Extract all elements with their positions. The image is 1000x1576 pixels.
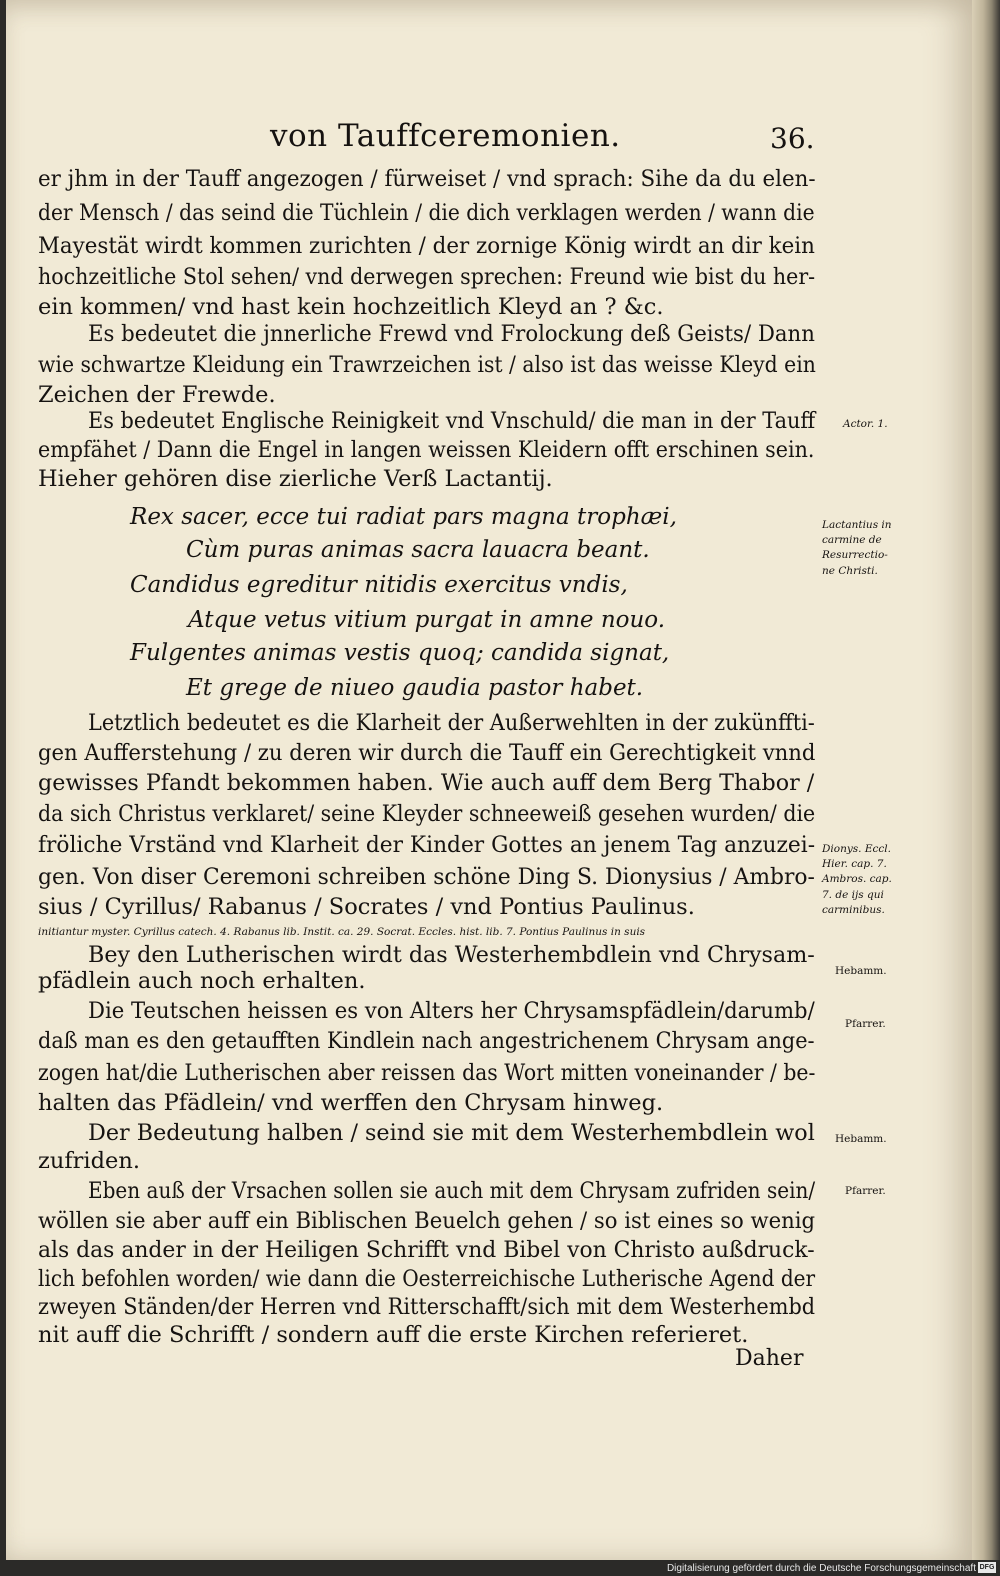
poem-line: Atque vetus vitium purgat in amne nouo. bbox=[188, 607, 666, 633]
text-line: Die Teutschen heissen es von Alters her Chrysamspfädlein/darumb/ bbox=[88, 998, 815, 1024]
text-line: Es bedeutet Englische Reinigkeit vnd Vnschuld/ die man in der Tauff bbox=[88, 408, 816, 434]
text-line: pfädlein auch noch erhalten. bbox=[38, 968, 366, 994]
dfg-logo: DFG bbox=[979, 1564, 995, 1571]
margin-note-dionys bbox=[822, 842, 892, 918]
text-line: Es bedeutet die jnnerliche Frewd vnd Frolockung deß Geists/ Dann bbox=[88, 321, 815, 347]
footer-credit: Digitalisierung gefördert durch die Deutsche Forschungsgemeinschaft bbox=[666, 1563, 976, 1574]
margin-note-pfarrer: Pfarrer. bbox=[845, 1018, 886, 1030]
text-line: als das ander in der Heiligen Schrifft vnd Bibel von Christo außdruck- bbox=[38, 1237, 815, 1263]
text-line: Der Bedeutung halben / seind sie mit dem Westerhembdlein wol bbox=[88, 1120, 815, 1146]
page-edge bbox=[972, 0, 1000, 1560]
text-line: lich befohlen worden/ wie dann die Oesterreichische Lutherische Agend der bbox=[38, 1266, 816, 1292]
poem-line: Cùm puras animas sacra lauacra beant. bbox=[186, 537, 650, 563]
margin-note-line: Lactantius in bbox=[822, 519, 892, 531]
text-line: Eben auß der Vrsachen sollen sie auch mit dem Chrysam zufriden sein/ bbox=[88, 1178, 816, 1204]
text-line: hochzeitliche Stol sehen/ vnd derwegen sprechen: Freund wie bist du her- bbox=[38, 264, 816, 290]
text-line: Letztlich bedeutet es die Klarheit der Außerwehlten in der zukünffti- bbox=[88, 710, 815, 736]
running-header: von Tauffceremonien. bbox=[270, 118, 621, 154]
margin-note-hebamm: Hebamm. bbox=[835, 1133, 887, 1145]
text-line: Zeichen der Frewde. bbox=[38, 382, 276, 408]
catchword: Daher bbox=[735, 1346, 804, 1371]
margin-note-line: 7. de ijs qui bbox=[822, 888, 884, 901]
text-line: sius / Cyrillus/ Rabanus / Socrates / vnd Pontius Paulinus. bbox=[38, 894, 695, 920]
text-line: wöllen sie aber auff ein Biblischen Beuelch gehen / so ist eines so wenig bbox=[38, 1208, 816, 1234]
text-line: daß man es den getaufften Kindlein nach angestrichenem Chrysam ange- bbox=[38, 1028, 815, 1054]
text-line: zweyen Ständen/der Herren vnd Ritterschafft/sich mit dem Westerhembd bbox=[38, 1294, 816, 1320]
margin-note-line: ne Christi. bbox=[822, 564, 878, 577]
text-line: zufriden. bbox=[38, 1148, 140, 1174]
margin-note-line: Dionys. Eccl. bbox=[822, 843, 891, 855]
text-line: er jhm in der Tauff angezogen / fürweiset / vnd sprach: Sihe da du elen- bbox=[38, 166, 816, 192]
text-line: da sich Christus verklaret/ seine Kleyder schneeweiß gesehen wurden/ die bbox=[38, 801, 816, 827]
margin-note-pfarrer: Pfarrer. bbox=[845, 1185, 886, 1197]
text-line: Hieher gehören dise zierliche Verß Lactantij. bbox=[38, 466, 553, 492]
poem-line: Rex sacer, ecce tui radiat pars magna trophæi, bbox=[130, 504, 677, 530]
poem-line: Candidus egreditur nitidis exercitus vndis, bbox=[130, 572, 628, 598]
margin-note-line: carminibus. bbox=[822, 903, 885, 916]
text-line: empfähet / Dann die Engel in langen weissen Kleidern offt erschinen sein. bbox=[38, 437, 815, 463]
poem-line: Fulgentes animas vestis quoq; candida signat, bbox=[130, 640, 670, 666]
text-line: der Mensch / das seind die Tüchlein / die dich verklagen werden / wann die bbox=[38, 200, 815, 226]
margin-note-lactantius bbox=[822, 518, 892, 579]
page-number: 36. bbox=[770, 122, 815, 155]
margin-note-line: Resurrectio- bbox=[822, 549, 888, 562]
text-line: gen. Von diser Ceremoni schreiben schöne Ding S. Dionysius / Ambro- bbox=[38, 864, 815, 890]
text-line: wie schwartze Kleidung ein Trawrzeichen ist / also ist das weisse Kleyd ein bbox=[38, 352, 816, 378]
text-line: fröliche Vrständ vnd Klarheit der Kinder Gottes an jenem Tag anzuzei- bbox=[38, 832, 816, 858]
text-line: halten das Pfädlein/ vnd werffen den Chrysam hinweg. bbox=[38, 1090, 664, 1116]
margin-note-line: Hier. cap. 7. bbox=[822, 858, 887, 871]
margin-note-hebamm: Hebamm. bbox=[835, 965, 887, 977]
text-line: zogen hat/die Lutherischen aber reissen das Wort mitten voneinander / be- bbox=[38, 1060, 816, 1086]
text-line: Bey den Lutherischen wirdt das Westerhembdlein vnd Chrysam- bbox=[88, 942, 815, 968]
margin-note-actor: Actor. 1. bbox=[843, 418, 888, 430]
poem-line: Et grege de niueo gaudia pastor habet. bbox=[186, 675, 644, 701]
text-line: Mayestät wirdt kommen zurichten / der zornige König wirdt an dir kein bbox=[38, 233, 815, 259]
footnote: initiantur myster. Cyrillus catech. 4. Rabanus lib. Instit. ca. 29. Socrat. Eccles. hist. lib. 7. Pontius Paulinus in suis bbox=[38, 926, 646, 938]
text-line: gewisses Pfandt bekommen haben. Wie auch auff dem Berg Thabor / bbox=[38, 770, 815, 796]
margin-note-line: Ambros. cap. bbox=[822, 873, 892, 886]
text-line: nit auff die Schrifft / sondern auff die erste Kirchen referieret. bbox=[38, 1322, 749, 1348]
text-line: gen Aufferstehung / zu deren wir durch die Tauff ein Gerechtigkeit vnnd bbox=[38, 740, 816, 766]
margin-note-line: carmine de bbox=[822, 534, 882, 547]
text-line: ein kommen/ vnd hast kein hochzeitlich Kleyd an ? &c. bbox=[38, 294, 664, 320]
